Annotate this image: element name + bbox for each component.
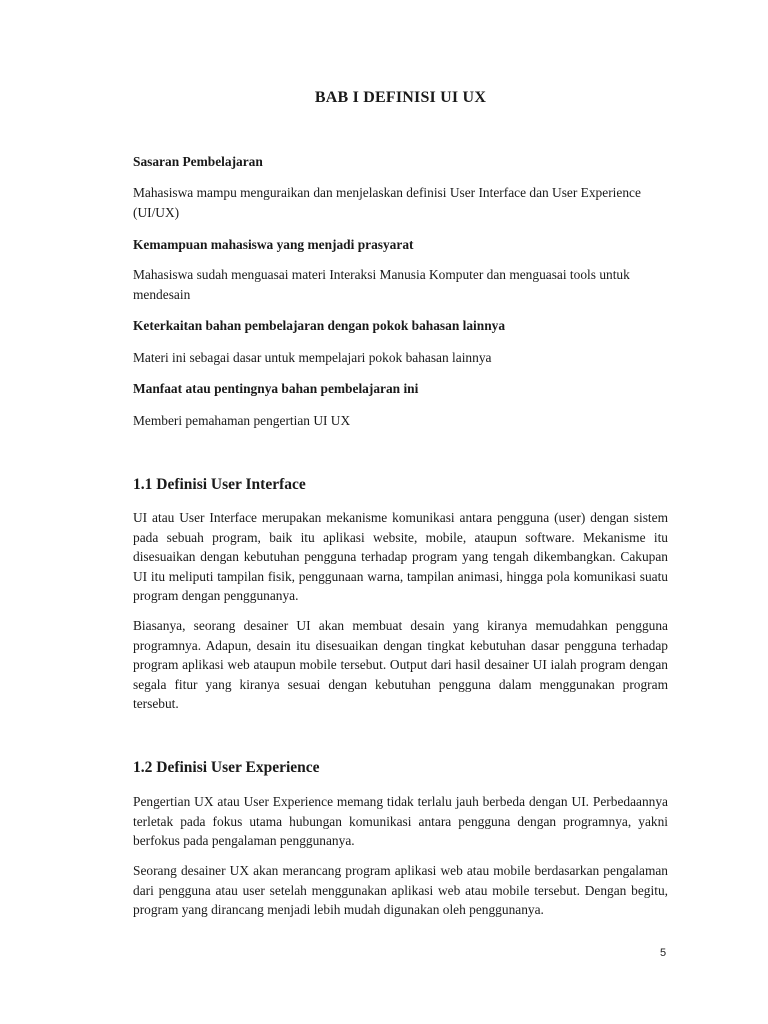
intro-label-benefit: Manfaat atau pentingnya bahan pembelajaran ini: [133, 381, 419, 396]
intro-text-benefit: Memberi pemahaman pengertian UI UX: [133, 413, 351, 428]
intro-label-learning-objective: Sasaran Pembelajaran: [133, 154, 263, 169]
page-number: 5: [660, 947, 667, 959]
intro-label-relation: Keterkaitan bahan pembelajaran dengan pokok bahasan lainnya: [133, 318, 506, 333]
section-paragraph: UI atau User Interface merupakan mekanisme komunikasi antara pengguna (user) dengan sistem pada sebuah program, baik itu aplikasi website, mobile, ataupun software. Mekanisme itu disesuaikan dengan kebutuhan pengguna terhadap program yang tengah dikembangkan. Cakupan UI itu meliputi tampilan fisik, penggunaan warna, tampilan animasi, hingga pola komunikasi suatu program dengan penggunanya.: [133, 510, 668, 603]
section-paragraph: Pengertian UX atau User Experience memang tidak terlalu jauh berbeda dengan UI. Perbedaannya terletak pada fokus utama hubungan komunikasi antara pengguna dengan programnya, yakni berfokus pada pengalaman penggunanya.: [133, 794, 668, 848]
section-heading-user-experience: 1.2 Definisi User Experience: [133, 759, 320, 776]
chapter-title: BAB I DEFINISI UI UX: [314, 89, 487, 106]
section-paragraph: Biasanya, seorang desainer UI akan membuat desain yang kiranya memudahkan pengguna programnya. Adapun, desain itu disesuaikan dengan tingkat kebutuhan dasar pengguna terhadap program aplikasi web ataupun mobile tersebut. Output dari hasil desainer UI ialah program dengan segala fitur yang kiranya sesuai dengan kebutuhan pengguna dalam menggunakan program tersebut.: [133, 618, 668, 711]
intro-label-prerequisite: Kemampuan mahasiswa yang menjadi prasyarat: [133, 237, 414, 252]
section-paragraph: Seorang desainer UX akan merancang program aplikasi web atau mobile berdasarkan pengalaman dari pengguna atau user setelah menggunakan aplikasi web atau mobile tersebut. Dengan begitu, program yang dirancang menjadi lebih mudah digunakan oleh penggunanya.: [133, 863, 668, 917]
intro-text-prerequisite: Mahasiswa sudah menguasai materi Interaksi Manusia Komputer dan menguasai tools untuk mendesain: [133, 267, 630, 302]
intro-text-learning-objective: Mahasiswa mampu menguraikan dan menjelaskan definisi User Interface dan User Experience (UI/UX): [133, 185, 641, 220]
intro-text-relation: Materi ini sebagai dasar untuk mempelajari pokok bahasan lainnya: [133, 350, 492, 365]
section-heading-user-interface: 1.1 Definisi User Interface: [133, 476, 306, 493]
